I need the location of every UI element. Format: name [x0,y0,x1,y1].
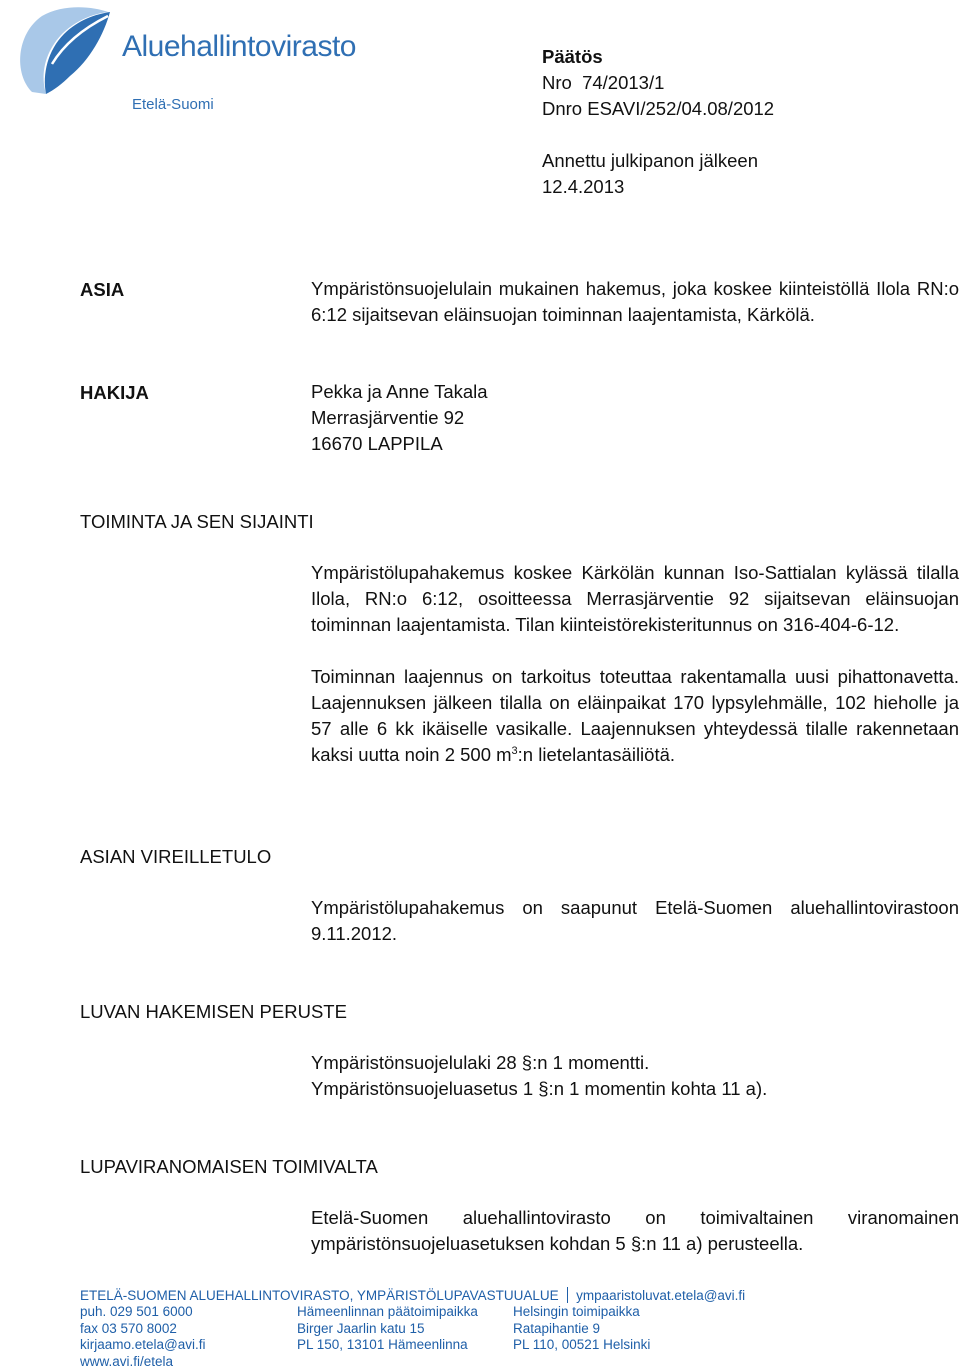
section-label-peruste: LUVAN HAKEMISEN PERUSTE [80,1001,347,1023]
document-type: Päätös [542,44,774,70]
asia-paragraph: Ympäristönsuojelulain mukainen hakemus, joka koskee kiinteistöllä Ilola RN:o 6:12 sijaitsevan eläinsuojan toiminnan laajentamista, Kärkölä. [311,276,959,328]
para2-main: Toiminnan laajennus on tarkoitus toteuttaa rakentamalla uusi pihattonavetta. Laajennuksen jälkeen tilalla on eläinpaikat 170 lypsylehmälle, 102 hieholle ja 57 alle 6 kk ikäiselle vasikalle. Laajennuksen yhteydessä tilalle rakennetaan kaksi uutta noin 2 500 m [311,666,959,765]
footer-hki-postal: PL 110, 00521 Helsinki [513,1337,650,1354]
section-text-vireilletulo [311,895,959,947]
section-label-toiminta: TOIMINTA JA SEN SIJAINTI [80,511,314,533]
applicant-street: Merrasjärventie 92 [311,405,959,431]
footer-org: ETELÄ-SUOMEN ALUEHALLINTOVIRASTO, YMPÄRISTÖLUPAVASTUUALUE [80,1288,559,1303]
para2-superscript: 3 [512,745,518,757]
logo-emblem-icon [12,4,112,96]
footer-hki-street: Ratapihantie 9 [513,1321,650,1338]
para2-end: :n lietelantasäiliötä. [518,744,675,765]
footer-hq-street: Birger Jaarlin katu 15 [297,1321,478,1338]
section-text-toiminta [311,560,959,768]
footer-hq-postal: PL 150, 13101 Hämeenlinna [297,1337,478,1354]
footer-hki-title: Helsingin toimipaikka [513,1304,650,1321]
diary-number: Dnro ESAVI/252/04.08/2012 [542,96,774,122]
section-label-vireilletulo: ASIAN VIREILLETULO [80,846,271,868]
footer-email[interactable]: ympaaristoluvat.etela@avi.fi [576,1288,745,1303]
section-text-peruste [311,1050,959,1102]
footer-website[interactable]: www.avi.fi/etela [80,1354,206,1370]
toiminta-paragraph-1: Ympäristölupahakemus koskee Kärkölän kunnan Iso-Sattialan kylässä tilalla Ilola, RN:o 6:12, osoitteessa Merrasjärventie 92 sijaitsevan eläinsuojan toiminnan laajentamista. Tilan kiinteistörekisteritunnus on 316-404-6-12. [311,560,959,638]
footer-fax: fax 03 570 8002 [80,1321,206,1338]
given-note: Annettu julkipanon jälkeen [542,148,774,174]
footer-separator [567,1287,569,1303]
document-header [542,44,774,200]
peruste-line-2: Ympäristönsuojeluasetus 1 §:n 1 momentin kohta 11 a). [311,1076,959,1102]
toimivalta-paragraph: Etelä-Suomen aluehallintovirasto on toimivaltainen viranomainen ympäristönsuojeluasetuksen kohdan 5 §:n 11 a) perusteella. [311,1205,959,1257]
section-text-asia [311,276,959,328]
footer-org-line [80,1287,745,1305]
section-label-toimivalta: LUPAVIRANOMAISEN TOIMIVALTA [80,1156,378,1178]
section-label-asia: ASIA [80,279,124,301]
org-logo-wordmark: Aluehallintovirasto [122,30,356,64]
section-text-toimivalta [311,1205,959,1257]
vireilletulo-paragraph: Ympäristölupahakemus on saapunut Etelä-Suomen aluehallintovirastoon 9.11.2012. [311,895,959,947]
region-label: Etelä-Suomi [132,96,214,113]
footer-col-hameenlinna [297,1304,478,1354]
footer-col-helsinki [513,1304,650,1354]
peruste-line-1: Ympäristönsuojelulaki 28 §:n 1 momentti. [311,1050,959,1076]
toiminta-paragraph-2 [311,664,959,768]
given-date: 12.4.2013 [542,174,774,200]
footer-registry-email[interactable]: kirjaamo.etela@avi.fi [80,1337,206,1354]
footer-col-contact [80,1304,206,1370]
footer-hq-title: Hämeenlinnan päätoimipaikka [297,1304,478,1321]
applicant-name: Pekka ja Anne Takala [311,379,959,405]
decision-number: Nro 74/2013/1 [542,70,774,96]
applicant-postal: 16670 LAPPILA [311,431,959,457]
applicant-block [311,379,959,457]
section-label-hakija: HAKIJA [80,382,149,404]
footer-phone: puh. 029 501 6000 [80,1304,206,1321]
